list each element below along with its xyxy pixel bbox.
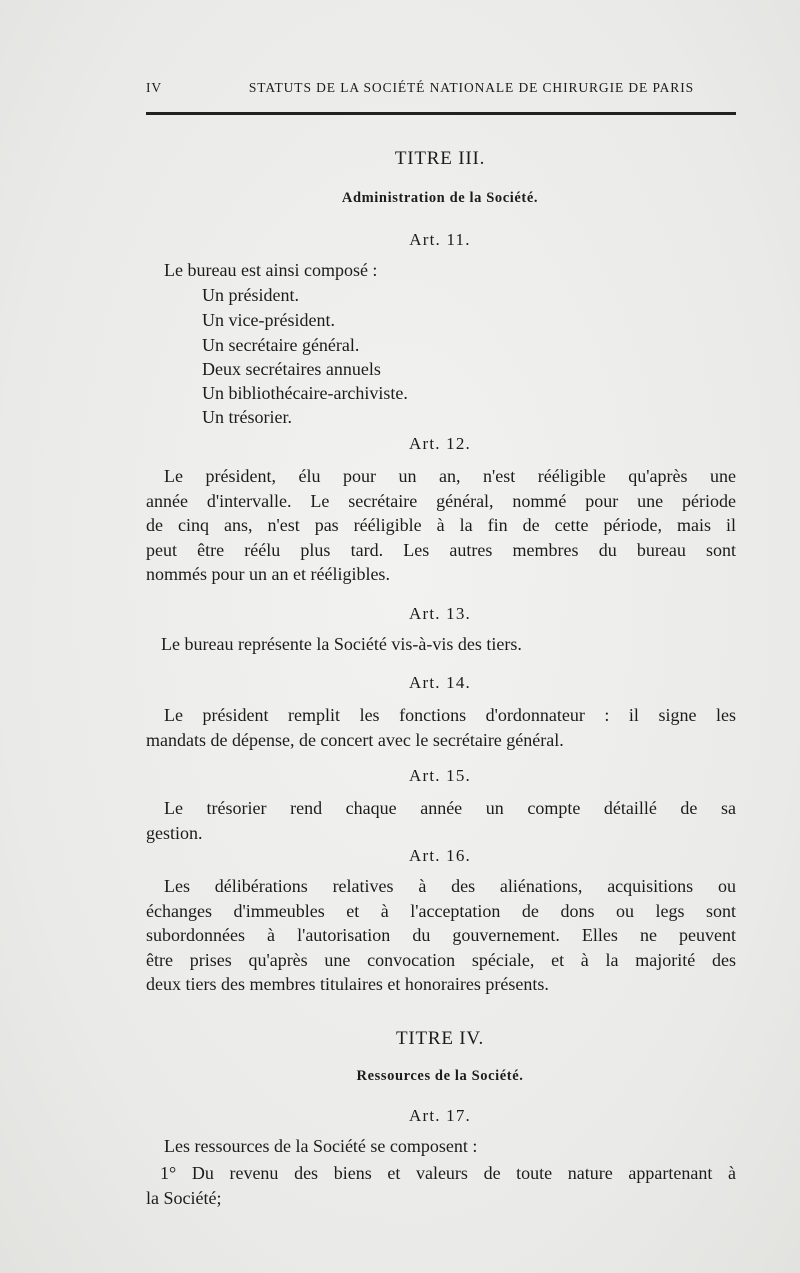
article-13-text: Le bureau représente la Société vis-à-vis des tiers.: [161, 634, 522, 654]
article-15-text: [146, 796, 736, 845]
article-11-label: Art. 11.: [409, 230, 471, 249]
text-line: subordonnées à l'autorisation du gouvernement. Elles ne peuvent: [146, 925, 736, 945]
text-line: de cinq ans, n'est pas rééligible à la fin de cette période, mais il: [146, 515, 736, 535]
article-16-text: [146, 874, 736, 997]
text-line: peut être réélu plus tard. Les autres membres du bureau sont: [146, 539, 736, 560]
text-line: nommés pour un an et rééligibles.: [146, 564, 390, 584]
bureau-member: Un vice-président.: [202, 310, 335, 330]
article-17-label: Art. 17.: [408, 1106, 471, 1125]
text-line: la Société;: [146, 1187, 222, 1208]
bureau-member: Un trésorier.: [202, 407, 292, 427]
article-17-intro: Les ressources de la Société se composent :: [164, 1136, 478, 1156]
titre-3-subtitle: Administration de la Société.: [341, 190, 539, 206]
page-number: IV: [146, 80, 163, 95]
text-line: Le président remplit les fonctions d'ordonnateur : il signe les: [164, 705, 736, 725]
article-15-label: Art. 15.: [408, 766, 471, 785]
text-line: être prises qu'après une convocation spéciale, et à la majorité des: [146, 949, 736, 970]
running-header: [146, 80, 694, 96]
article-11-intro: Le bureau est ainsi composé :: [164, 260, 378, 280]
article-12-text: [146, 464, 736, 587]
titre-4-subtitle: Ressources de la Société.: [356, 1068, 524, 1084]
article-17-text: [146, 1161, 736, 1210]
text-line: Le président, élu pour un an, n'est rééligible qu'après une: [164, 466, 736, 486]
titre-3-heading: TITRE III.: [394, 148, 486, 169]
bureau-member: Un président.: [202, 285, 299, 305]
text-line: année d'intervalle. Le secrétaire général, nommé pour une période: [146, 490, 736, 511]
titre-4-heading: TITRE IV.: [395, 1028, 485, 1049]
text-line: mandats de dépense, de concert avec le secrétaire général.: [146, 729, 564, 750]
article-16-label: Art. 16.: [408, 846, 471, 865]
bureau-member: Un secrétaire général.: [202, 335, 360, 355]
running-title: STATUTS DE LA SOCIÉTÉ NATIONALE DE CHIRURGIE DE PARIS: [248, 80, 694, 95]
text-line: gestion.: [146, 822, 203, 843]
text-line: échanges d'immeubles et à l'acceptation de dons ou legs sont: [146, 900, 736, 921]
text-line: Le trésorier rend chaque année un compte détaillé de sa: [164, 798, 736, 818]
article-13-label: Art. 13.: [408, 604, 471, 623]
text-line: 1° Du revenu des biens et valeurs de toute nature appartenant à: [160, 1163, 736, 1183]
article-14-text: [146, 703, 736, 752]
header-rule: [146, 112, 736, 115]
article-14-label: Art. 14.: [408, 673, 471, 692]
text-line: deux tiers des membres titulaires et honoraires présents.: [146, 974, 549, 994]
article-12-label: Art. 12.: [408, 434, 471, 453]
text-line: Les délibérations relatives à des aliénations, acquisitions ou: [164, 876, 736, 896]
bureau-member: Deux secrétaires annuels: [202, 359, 381, 379]
bureau-member: Un bibliothécaire-archiviste.: [202, 383, 408, 403]
